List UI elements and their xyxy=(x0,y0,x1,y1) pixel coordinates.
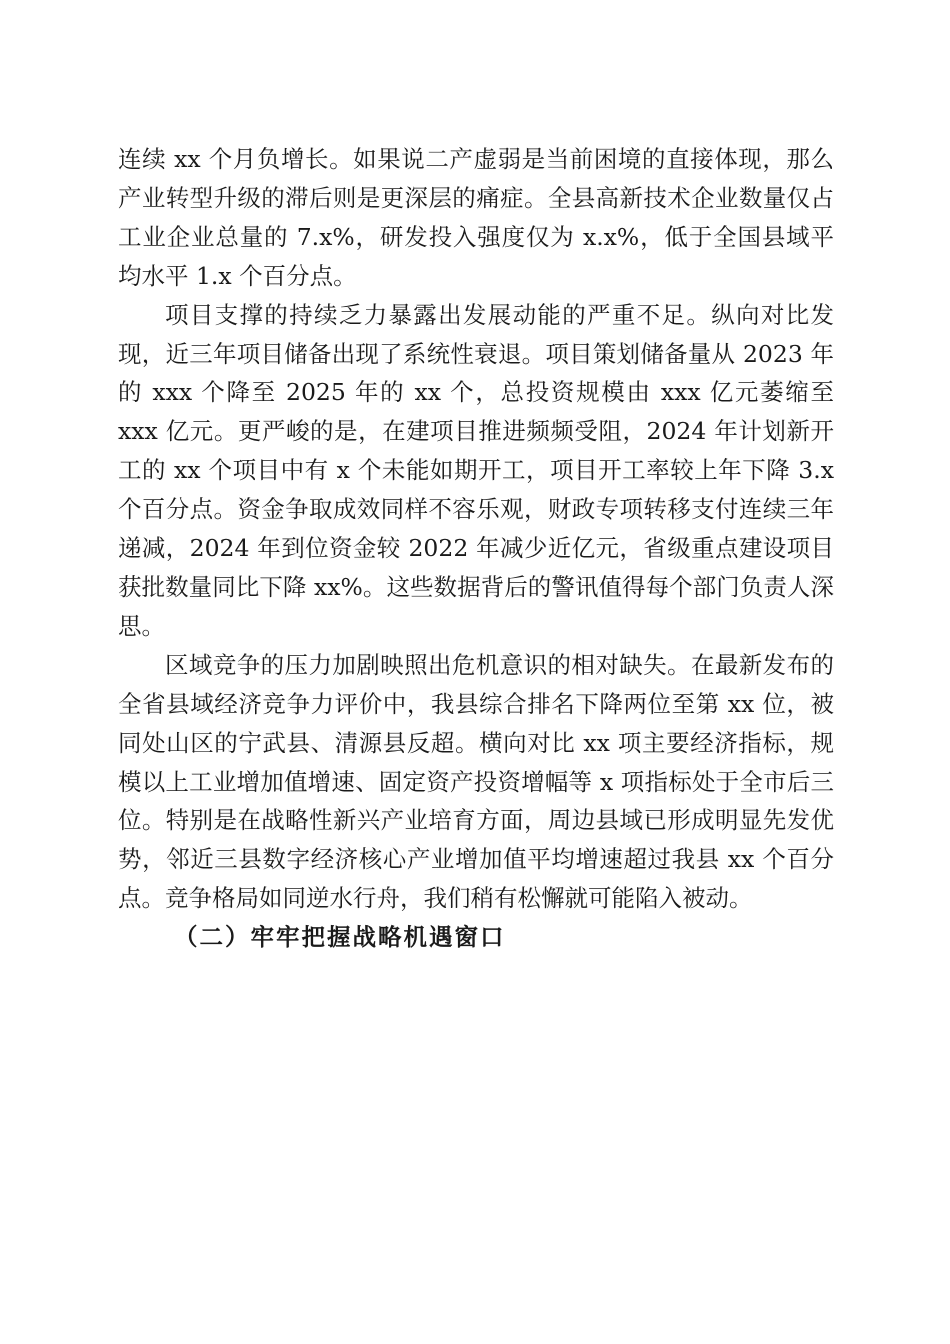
section-heading: （二）牢牢把握战略机遇窗口 xyxy=(174,923,506,952)
document-body xyxy=(118,140,834,957)
paragraph-regional-competition: 区域竞争的压力加剧映照出危机意识的相对缺失。在最新发布的全省县域经济竞争力评价中，我县综合排名下降两位至第 xx 位，被同处山区的宁武县、清源县反超。横向对比 xx 项主要经济指标，规模以上工业增加值增速、固定资产投资增幅等 x 项指标处于全市后三位。特别是在战略性新兴产业培育方面，周边县域已形成明显先发优势，邻近三县数字经济核心产业增加值平均增速超过我县 xx 个百分点。竞争格局如同逆水行舟，我们稍有松懈就可能陷入被动。 xyxy=(118,650,834,913)
paragraph-project-support: 项目支撑的持续乏力暴露出发展动能的严重不足。纵向对比发现，近三年项目储备出现了系统性衰退。项目策划储备量从 2023 年的 xxx 个降至 2025 年的 xx 个，总投资规模由 xxx 亿元萎缩至 xxx 亿元。更严峻的是，在建项目推进频频受阻，2024 年计划新开工的 xx 个项目中有 x 个未能如期开工，项目开工率较上年下降 3.x 个百分点。资金争取成效同样不容乐观，财政专项转移支付连续三年递减，2024 年到位资金较 2022 年减少近亿元，省级重点建设项目获批数量同比下降 xx%。这些数据背后的警讯值得每个部门负责人深思。 xyxy=(118,300,834,640)
paragraph-continuation: 连续 xx 个月负增长。如果说二产虚弱是当前困境的直接体现，那么产业转型升级的滞后则是更深层的痛症。全县高新技术企业数量仅占工业企业总量的 7.x%，研发投入强度仅为 x.x%，低于全国县域平均水平 1.x 个百分点。 xyxy=(118,145,834,290)
